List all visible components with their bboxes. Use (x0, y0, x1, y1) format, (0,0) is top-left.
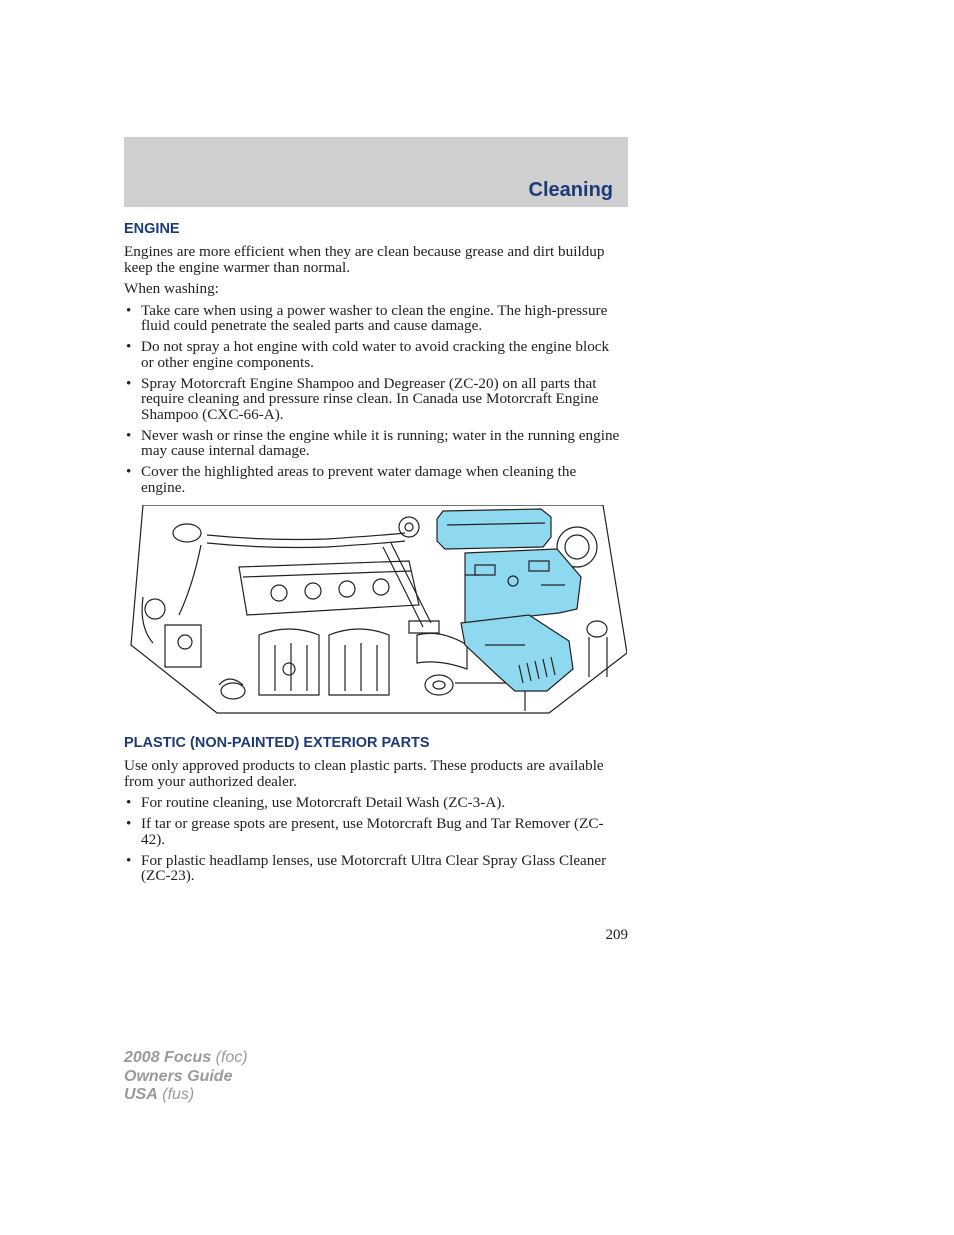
list-item: • Cover the highlighted areas to prevent water damage when cleaning the engine. (124, 464, 624, 495)
section-header-band (124, 137, 628, 207)
page-content (124, 221, 624, 889)
list-item: • For plastic headlamp lenses, use Motorcraft Ultra Clear Spray Glass Cleaner (ZC-23). (124, 853, 624, 884)
footer-guide-line (124, 1068, 248, 1087)
section-title: Cleaning (528, 179, 613, 201)
engine-compartment-illustration (129, 505, 627, 715)
engine-bullet-list (124, 303, 624, 496)
footer-model-line (124, 1049, 248, 1068)
list-item: • Do not spray a hot engine with cold water to avoid cracking the engine block or other engine components. (124, 339, 624, 370)
list-item: • Spray Motorcraft Engine Shampoo and Degreaser (ZC-20) on all parts that require cleaning and pressure rinse clean. In Canada use Motorcraft Engine Shampoo (CXC-66-A). (124, 376, 624, 423)
footer-guide: Owners Guide (124, 1067, 233, 1085)
list-item: • For routine cleaning, use Motorcraft Detail Wash (ZC-3-A). (124, 795, 624, 811)
footer-region: USA (124, 1086, 158, 1103)
page-number: 209 (605, 927, 628, 943)
plastic-parts-intro: Use only approved products to clean plastic parts. These products are available from your authorized dealer. (124, 757, 604, 790)
when-washing-label: When washing: (124, 280, 219, 297)
engine-heading: ENGINE (124, 221, 180, 237)
engine-intro: Engines are more efficient when they are clean because grease and dirt buildup keep the engine warmer than normal. (124, 243, 605, 276)
plastic-bullet-list (124, 795, 624, 884)
footer-region-code: (fus) (162, 1086, 195, 1103)
list-item: • Take care when using a power washer to clean the engine. The high-pressure fluid could penetrate the sealed parts and cause damage. (124, 303, 624, 334)
list-item: • If tar or grease spots are present, use Motorcraft Bug and Tar Remover (ZC-42). (124, 816, 624, 847)
list-item: • Never wash or rinse the engine while it is running; water in the running engine may cause internal damage. (124, 428, 624, 459)
footer-model: 2008 Focus (124, 1049, 212, 1066)
footer-model-code: (foc) (215, 1049, 248, 1066)
document-footer (124, 1049, 248, 1105)
footer-region-line (124, 1086, 248, 1105)
plastic-parts-heading: PLASTIC (NON-PAINTED) EXTERIOR PARTS (124, 735, 430, 751)
